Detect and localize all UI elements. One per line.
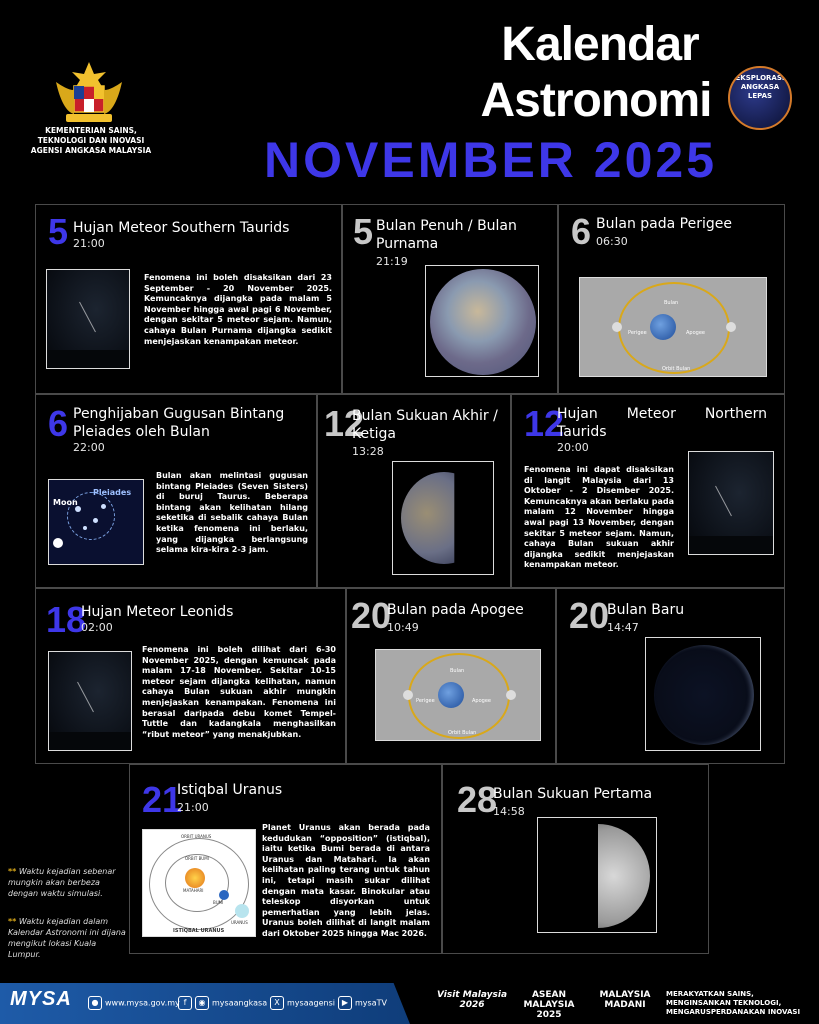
event-card-pleiades-occultation bbox=[35, 394, 317, 588]
x-icon: X bbox=[270, 996, 284, 1010]
full-moon-image bbox=[425, 265, 539, 377]
event-time: 22:00 bbox=[73, 441, 105, 454]
event-day: 12 bbox=[324, 403, 365, 444]
orbit-label-apogee: Apogee bbox=[686, 330, 705, 336]
visit-malaysia-logo: Visit Malaysia 2026 bbox=[436, 990, 508, 1010]
mysa-logo: MYSA bbox=[10, 988, 72, 1010]
event-time: 10:49 bbox=[387, 621, 419, 634]
event-time: 14:58 bbox=[493, 805, 525, 818]
youtube-link[interactable] bbox=[338, 996, 387, 1010]
orbit-label-moon: Bulan bbox=[664, 300, 679, 306]
event-day: 12 bbox=[524, 403, 565, 444]
event-day: 6 bbox=[571, 211, 592, 252]
orbit-label-perigee: Perigee bbox=[416, 698, 435, 704]
footnote-mark: ** bbox=[8, 867, 17, 876]
facebook-instagram-link[interactable] bbox=[178, 996, 267, 1010]
label-orbit-uranus: ORBIT URANUS bbox=[181, 834, 212, 839]
event-time: 21:00 bbox=[177, 801, 209, 814]
malaysia-coat-of-arms-logo bbox=[46, 60, 132, 126]
footnote-text: Waktu kejadian dalam Kalendar Astronomi ini dijana mengikut lokasi Kuala Lumpur. bbox=[8, 917, 126, 959]
event-title: Hujan Meteor Northern Taurids bbox=[557, 406, 767, 440]
event-card-first-quarter-moon bbox=[442, 764, 709, 954]
event-time: 02:00 bbox=[81, 621, 113, 634]
meteor-night-sky-image bbox=[46, 269, 130, 369]
website-link[interactable] bbox=[88, 996, 180, 1010]
x-text: mysaagensi bbox=[287, 998, 335, 1008]
apogee-orbit-diagram bbox=[375, 649, 541, 741]
event-time: 14:47 bbox=[607, 621, 639, 634]
event-description: Planet Uranus akan berada pada kedudukan “opposition” (istiqbal), iaitu ketika Bumi berada di antara Uranus dan Matahari. Ia akan kelihatan paling terang untuk tahun ini, tetapi masih sukar dilihat dengan mata kasar. Binokular atau teleskop disyorkan untuk pemerhatian yang lebih jelas. Uranus boleh dilihat di langit malam dari Oktober 2025 hingga Mac 2026. bbox=[262, 823, 430, 938]
facebook-icon: f bbox=[178, 996, 192, 1010]
meteor-night-sky-image bbox=[48, 651, 132, 751]
event-card-northern-taurids bbox=[511, 394, 785, 588]
label-sun: MATAHARI bbox=[183, 888, 204, 893]
event-title: Bulan Baru bbox=[607, 602, 685, 618]
event-card-perigee bbox=[558, 204, 785, 394]
event-title: Bulan Sukuan Akhir / Ketiga bbox=[352, 408, 498, 442]
last-quarter-moon-image bbox=[392, 461, 494, 575]
orbit-label-orbit: Orbit Bulan bbox=[448, 730, 477, 736]
page-title-line1: Kalendar bbox=[501, 18, 699, 71]
event-card-last-quarter-moon bbox=[317, 394, 511, 588]
event-description: Fenomena ini dapat disaksikan di langit Malaysia dari 13 Oktober - 2 Disember 2025. Kemuncaknya akan berlaku pada malam 12 November hingga awal pagi 13 November, dengan sekitar 5 meteor sejam. Namun, cahaya Bulan sukuan akhir dijangka sedikit menjejaskan kenampakan meteor. bbox=[524, 465, 674, 570]
ministry-slogan-logo: MERAKYATKAN SAINS, MENGINSANKAN TEKNOLOGI, MENGARUSPERDANAKAN INOVASI bbox=[666, 990, 801, 1016]
page-title-line2: Astronomi bbox=[480, 74, 712, 127]
first-quarter-moon-image bbox=[537, 817, 657, 933]
event-title: Hujan Meteor Southern Taurids bbox=[73, 220, 290, 236]
event-card-apogee bbox=[346, 588, 556, 764]
event-title: Bulan pada Perigee bbox=[596, 216, 732, 232]
ministry-name: KEMENTERIAN SAINS, TEKNOLOGI DAN INOVASI AGENSI ANGKASA MALAYSIA bbox=[30, 126, 152, 155]
youtube-icon: ▶ bbox=[338, 996, 352, 1010]
perigee-orbit-diagram bbox=[579, 277, 767, 377]
malaysia-madani-logo: MALAYSIA MADANI bbox=[599, 990, 651, 1010]
event-time: 06:30 bbox=[596, 235, 628, 248]
event-description: Fenomena ini boleh disaksikan dari 23 September - 20 November 2025. Kemuncaknya dijangka pada malam 5 November hingga awal pagi 6 November, dengan sekitar 5 meteor sejam. Namun, cahaya Bulan Purnama dijangka sedikit menjejaskan kenampakan meteor. bbox=[144, 273, 332, 346]
event-time: 13:28 bbox=[352, 445, 384, 458]
x-link[interactable] bbox=[270, 996, 335, 1010]
event-time: 20:00 bbox=[557, 441, 589, 454]
orbit-label-perigee: Perigee bbox=[628, 330, 647, 336]
event-description: Fenomena ini boleh dilihat dari 6-30 November 2025, dengan kemuncak pada malam 17-18 November. Sekitar 10-15 meteor sejam dijangka kelihatan, namun cahaya Bulan sukuan akhir mungkin menjejaskan kenampakan. Fenomena ini berasal daripada debu komet Tempel-Tuttle dan kadangkala menghasilkan “ribut meteor” yang menakjubkan. bbox=[142, 645, 336, 739]
event-day: 18 bbox=[46, 599, 87, 640]
asean-malaysia-logo: ASEAN MALAYSIA 2025 bbox=[523, 990, 575, 1020]
diagram-caption: ISTIQBAL URANUS bbox=[173, 928, 225, 934]
event-card-uranus-opposition bbox=[129, 764, 442, 954]
event-day: 6 bbox=[48, 403, 69, 444]
facebook-instagram-text: mysaangkasa bbox=[212, 998, 268, 1008]
event-card-new-moon bbox=[556, 588, 785, 764]
label-uranus: URANUS bbox=[231, 920, 248, 925]
orbit-label-moon: Bulan bbox=[450, 668, 465, 674]
event-day: 5 bbox=[48, 211, 69, 252]
event-time: 21:19 bbox=[376, 255, 408, 268]
event-card-southern-taurids bbox=[35, 204, 342, 394]
badge-label: EKSPLORASI ANGKASA LEPAS bbox=[735, 74, 785, 100]
event-description: Bulan akan melintasi gugusan bintang Pleiades (Seven Sisters) di buruj Taurus. Beberapa bintang akan kelihatan hilang seketika di sebalik cahaya Bulan ketika fenomena ini berlaku, yang dijangka berlangsung selama kira-kira 2-3 jam. bbox=[156, 471, 308, 555]
event-card-full-moon bbox=[342, 204, 558, 394]
meteor-night-sky-image bbox=[688, 451, 774, 555]
event-title: Hujan Meteor Leonids bbox=[81, 604, 234, 620]
month-heading: NOVEMBER 2025 bbox=[264, 132, 718, 188]
label-orbit-earth: ORBIT BUMI bbox=[185, 856, 209, 861]
uranus-opposition-diagram bbox=[142, 829, 256, 937]
event-day: 28 bbox=[457, 779, 498, 820]
footnote-text: Waktu kejadian sebenar mungkin akan berbeza dengan waktu simulasi. bbox=[8, 867, 116, 898]
orbit-label-apogee: Apogee bbox=[472, 698, 491, 704]
new-moon-image bbox=[645, 637, 761, 751]
event-day: 20 bbox=[569, 595, 610, 636]
label-earth: BUMI bbox=[213, 900, 224, 905]
event-title: Istiqbal Uranus bbox=[177, 782, 283, 798]
footnote-simulation bbox=[8, 866, 126, 899]
pleiades-label: Pleiades bbox=[93, 488, 132, 497]
event-title: Penghijaban Gugusan Bintang Pleiades oleh Bulan bbox=[73, 406, 285, 440]
footnote-location bbox=[8, 916, 126, 960]
event-day: 20 bbox=[351, 595, 392, 636]
event-title: Bulan pada Apogee bbox=[387, 602, 524, 618]
website-text: www.mysa.gov.my bbox=[105, 998, 180, 1008]
event-card-leonids bbox=[35, 588, 346, 764]
event-title: Bulan Sukuan Pertama bbox=[493, 786, 653, 802]
globe-icon: ● bbox=[88, 996, 102, 1010]
event-day: 21 bbox=[142, 779, 183, 820]
event-title: Bulan Penuh / Bulan Purnama bbox=[376, 218, 517, 252]
instagram-icon: ◉ bbox=[195, 996, 209, 1010]
eksplorasi-badge-logo bbox=[728, 66, 792, 130]
event-time: 21:00 bbox=[73, 237, 105, 250]
orbit-label-orbit: Orbit Bulan bbox=[662, 366, 691, 372]
moon-label: Moon bbox=[53, 498, 78, 507]
event-day: 5 bbox=[353, 211, 374, 252]
pleiades-moon-image bbox=[48, 479, 144, 565]
youtube-text: mysaTV bbox=[355, 998, 387, 1008]
footnote-mark: ** bbox=[8, 917, 17, 926]
